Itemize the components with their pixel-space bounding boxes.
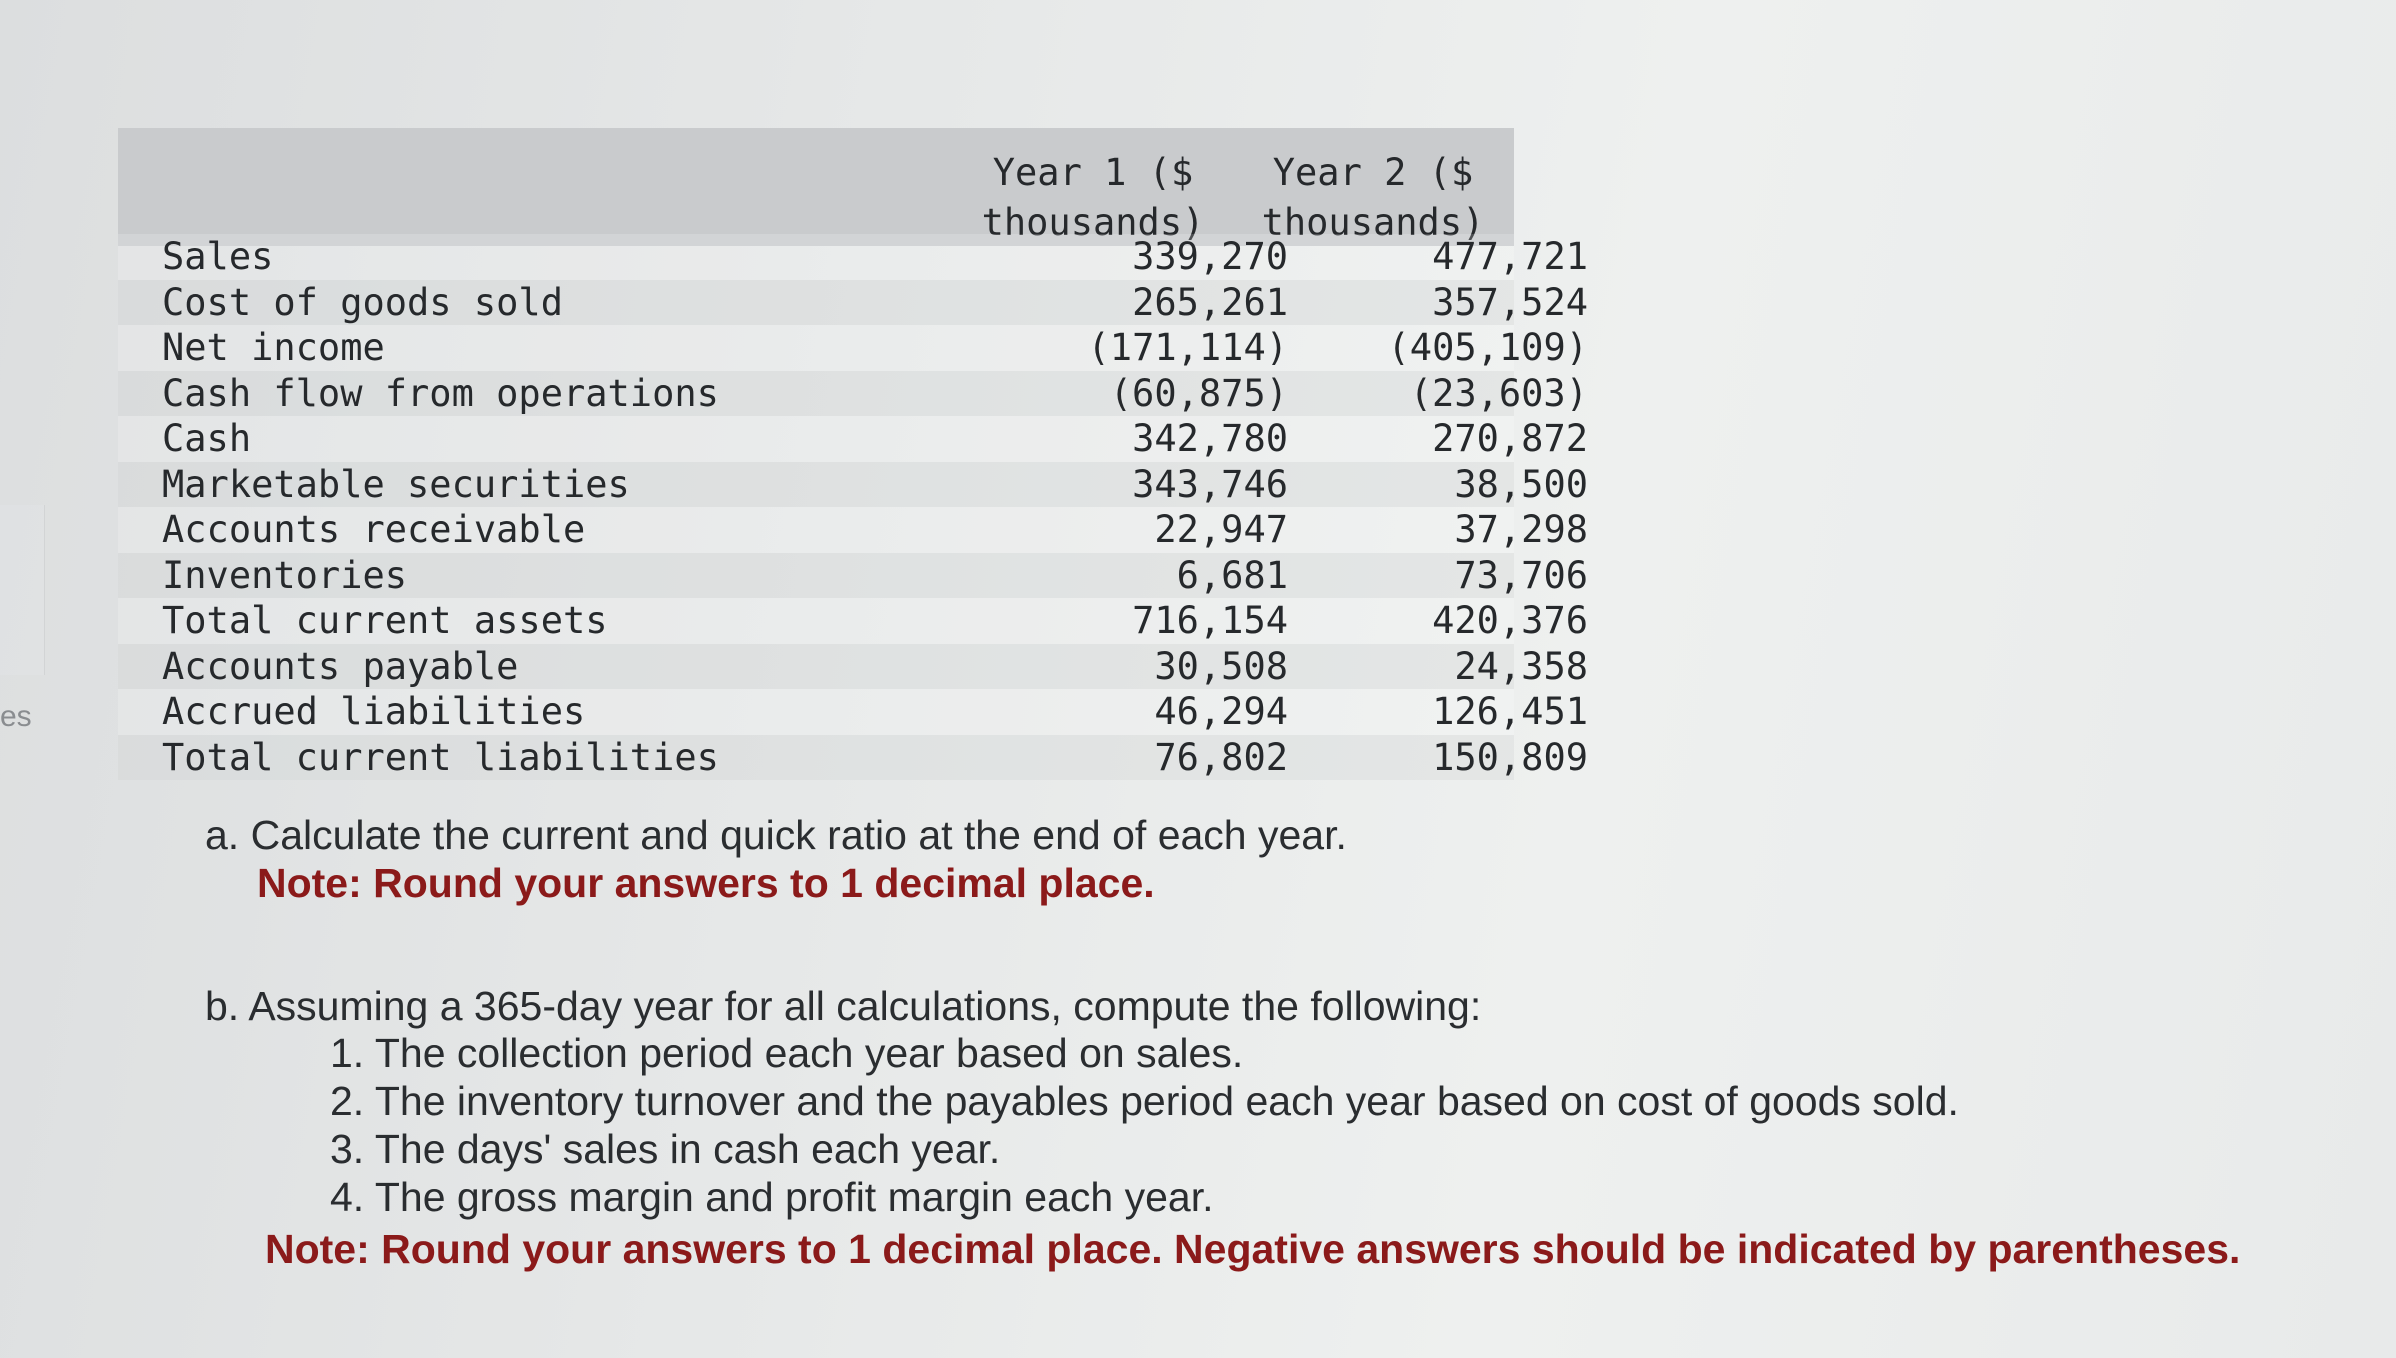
year-2-value: 73,706 [1454, 553, 1588, 597]
table-row [118, 325, 1588, 371]
row-label: Accrued liabilities [162, 690, 586, 733]
table-row [118, 371, 1588, 417]
left-edge-panel [0, 505, 45, 675]
year-1-value: 30,508 [1154, 644, 1288, 688]
table-row [118, 553, 1588, 599]
year-2-value: (405,109) [1387, 326, 1588, 369]
question-a-note: Note: Round your answers to 1 decimal place. [257, 860, 1155, 906]
year-2-value: 38,500 [1454, 462, 1588, 506]
year-2-value: 150,809 [1432, 735, 1588, 779]
table-row [118, 507, 1588, 553]
year-1-value: (60,875) [1109, 371, 1288, 415]
question-b-item: 1. The collection period each year based on sales. [330, 1030, 1244, 1076]
year-2-value: 477,721 [1432, 235, 1588, 278]
table-row [118, 735, 1588, 781]
row-label: Inventories [162, 553, 408, 597]
table-body [118, 234, 1588, 780]
row-label: Net income [162, 326, 385, 369]
table-row [118, 416, 1588, 462]
questions-section [205, 812, 2240, 1273]
year-2-value: 37,298 [1454, 508, 1588, 551]
question-b-note: Note: Round your answers to 1 decimal place. Negative answers should be indicated by parentheses. [265, 1226, 2241, 1272]
question-b-text: b. Assuming a 365-day year for all calculations, compute the following: [205, 983, 1482, 1029]
year-1-value: 339,270 [1132, 235, 1288, 278]
question-b-item: 3. The days' sales in cash each year. [330, 1126, 1001, 1172]
row-label: Total current assets [162, 599, 608, 642]
year-2-value: 24,358 [1454, 644, 1588, 688]
row-label: Cash flow from operations [162, 371, 719, 415]
question-a-text: a. Calculate the current and quick ratio at the end of each year. [205, 812, 1347, 858]
year-1-value: 22,947 [1154, 508, 1288, 551]
year-1-value: (171,114) [1087, 326, 1288, 369]
year-1-value: 265,261 [1132, 280, 1288, 324]
year-1-value: 46,294 [1154, 690, 1288, 733]
row-label: Cash [162, 417, 252, 460]
financial-data-table [118, 128, 1588, 780]
year-2-value: 126,451 [1432, 690, 1588, 733]
row-label: Total current liabilities [162, 735, 719, 779]
question-b-item: 2. The inventory turnover and the payables period each year based on cost of goods sold. [330, 1078, 1959, 1124]
table-header [118, 128, 1514, 246]
year-2-value: 270,872 [1432, 417, 1588, 460]
row-label: Accounts receivable [162, 508, 586, 551]
table-row [118, 689, 1588, 735]
table-row [118, 644, 1588, 690]
question-b-item: 4. The gross margin and profit margin each year. [330, 1174, 1214, 1220]
row-label: Accounts payable [162, 644, 519, 688]
table-row [118, 598, 1588, 644]
row-label: Cost of goods sold [162, 280, 563, 324]
table-row [118, 280, 1588, 326]
year-2-value: (23,603) [1409, 371, 1588, 415]
year-2-value: 357,524 [1432, 280, 1588, 324]
year-1-value: 343,746 [1132, 462, 1288, 506]
year-1-value: 716,154 [1132, 599, 1288, 642]
year-2-value: 420,376 [1432, 599, 1588, 642]
year-1-value: 76,802 [1154, 735, 1288, 779]
column-header-year-2: Year 2 ($ thousands) [1261, 151, 1485, 244]
table-row [118, 234, 1588, 280]
table-row [118, 462, 1588, 508]
column-header-year-1: Year 1 ($ thousands) [981, 151, 1205, 244]
row-label: Marketable securities [162, 462, 630, 506]
year-1-value: 6,681 [1176, 553, 1288, 597]
year-1-value: 342,780 [1132, 417, 1288, 460]
left-edge-text: es [0, 700, 32, 733]
row-label: Sales [162, 235, 274, 278]
